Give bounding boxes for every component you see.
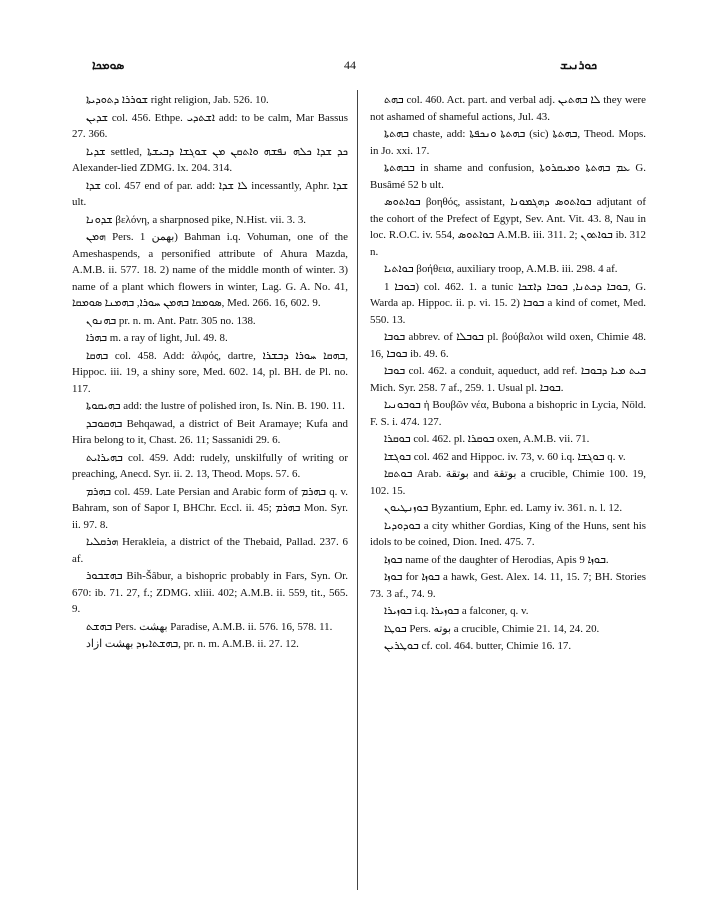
dictionary-entry: ܒܘܒܐ 1) col. 462. 1. a tunic ܒܘܒܐ ܕܟܬܢܐ, ܒܘܒܐ ܕܐܫܟܐ, G. Warda ap. Hippoc. ii. p. vi. 15. 2) ܒܘܒܐ a kind of comet, Med. 550. 13. [370, 280, 646, 326]
dictionary-entry: ܒܘܓܫܐ col. 462 and Hippoc. iv. 73, v. 60 i.q. ܒܘܓܫܐ q. v. [384, 450, 626, 463]
dictionary-entry: ܒܗܫܒܘܪ Bih-Šâbur, a bishopric probably in Fars, Syn. Or. 670: ib. 71. 27, f.; ZDMG. xliii. 402; A.M.B. ii. 559, tit., 565. 9. [72, 570, 348, 615]
dictionary-entry: ܫܕܐ col. 457 end of par. add: ܠܐ ܫܕܐ incessantly, Aphr. ܫܕܐ ult. [72, 179, 348, 208]
dictionary-entry: ܒܘܙܝܪܐ i.q. ܒܘܙܝܪܐ a falconer, q. v. [384, 605, 529, 617]
dictionary-entry: ܒܘܙܢܛܝܘܢ Byzantium, Ephr. ed. Lamy iv. 361. n. l. 12. [384, 502, 623, 514]
dictionary-entry: ܗܡܢ Pers. بهمن 1) Bahman i.q. Vohuman, one of the Ameshaspends, a personified attribute of Ahura Mazda, A.M.B. ii. 577. 18. 2) name of the middle month of winter. 3) name of a plant which flowers in winter, Lag. G. A. No. 41, ܣܘܡܩܐ ܒܗܡܢ ܚܘܪܐ, ܒܗܡܢܐ ܣܘܡܩܐ, Med. 266. 16, 602. 9. [72, 231, 348, 309]
dictionary-entry: ܒܗܢܘܢ pr. n. m. Ant. Patr. 305 no. 138. [86, 314, 256, 327]
dictionary-entry: ܫܕܝܢ col. 456. Ethpe. ܐܫܬܕܝ add: to be calm, Mar Bassus 27. 366. [72, 111, 348, 140]
dictionary-entry: ܒܘܒܐ abbrev. of ܒܘܒܠܐ pl. βούβαλοι wild oxen, Chimie 48. 16, ܒܘܒܐ ib. 49. 6. [370, 331, 646, 360]
dictionary-entry: ܒܘܙܐ name of the daughter of Herodias, Apis ܒܘܙܐ 9. [384, 553, 609, 566]
dictionary-entry: ܒܘܙܐ for ܒܘܙܐ a hawk, Gest. Alex. 14. 11, 15. 7; BH. Stories 73. 3 af., 74. 9. [370, 571, 646, 600]
dictionary-entry: ܒܗܝܩܘܬܐ add: the lustre of polished iron, Is. Nin. B. 190. 11. [86, 400, 345, 412]
dictionary-entry: ܒܘܬܩܐ Arab. بوتقة and بوتقة a crucible, Chimie 100. 19, 102. 15. [370, 468, 646, 497]
dictionary-entry: ܒܗܬܬܐ chaste, add: ܒܗܬܬܐ ܘܢܟܦܬܐ (sic) ܒܗܬܬܐ, Theod. Mops. in Jo. xxi. 17. [370, 128, 647, 157]
dictionary-entry: ܒܗܝܪܐܝܬ col. 459. Add: rudely, unskilfully of writing or preaching, Anecd. Syr. ii. 2. 13, Theod. Mops. 57. 6. [72, 451, 348, 480]
dictionary-entry: ܒܒܗܬܬܐ in shame and confusion, ܥܡ ܒܗܬܬܐ ܘܡܝܩܪܘܬܐ G. Busâmé 52 b ult. [370, 162, 647, 191]
running-head-right: ܟܘܪܢܝܫ [560, 58, 598, 72]
dictionary-entry: ܒܘܒܘܢܝܐ ἡ Βουβῶν νέα, Bubona a bishopric in Lycia, Nöld. F. S. i. 474. 127. [370, 399, 646, 428]
dictionary-entry: ܒܘܒܐ col. 462. a conduit, aqueduct, add ref. ܒܝܬ ܡܝܐ ܕܒܘܒܐ Mich. Syr. 258. 7 af., 259. 1. Usual pl. ܒܘܒܐ. [370, 365, 647, 394]
dictionary-entry: ܒܘܐܬܘܣ βοηθός, assistant, ܒܘܐܬܘܣ ܕܗܓܡܘܢܐ adjutant of the cohort of the Prefect of Egypt, Sev. Ant. Vit. 43. 8, Nau in loc. R.O.C. iv. 554, ܒܘܐܬܘܣ A.M.B. iii. 311. 2; ܒܘܐܬܘܢ ib. 312 n. [370, 196, 646, 258]
dictionary-entry: ܒܗܫܬ Pers. بهشت Paradise, A.M.B. ii. 576. 16, 578. 11. [86, 620, 333, 633]
dictionary-entry: ܗܪܩܠܝܐ Herakleia, a district of the Thebaid, Pallad. 237. 6 af. [72, 536, 348, 565]
dictionary-entry: ܫܕܘܢܐ βελόνη, a sharpnosed pike, N.Hist. vii. 3. 3. [86, 213, 306, 226]
dictionary-entry: ܫܕܝܐ settled, ܟܕ ܫܕܐ ܟܠܗ ܢܦܫܗ ܘܐܬܩܢ ܡܢ ܫܘܓܫܐ ܕܒܝܫܬܐ Alexander-lied ZDMG. lx. 204. 314. [72, 145, 348, 174]
dictionary-entry: ܒܗܪܡ col. 459. Late Persian and Arabic form of ܒܗܪܡ q. v. Bahram, son of Sapor I, BHChr. Eccl. ii. 45; ܒܗܪܡ Mon. Syr. ii. 97. 8. [72, 485, 348, 531]
running-head-left: ܣܘܡܟܐ [92, 58, 125, 72]
dictionary-entry: ܒܘܛܪܝܢ cf. col. 464. butter, Chimie 16. 17. [384, 640, 572, 652]
page-number: 44 [344, 58, 356, 72]
dictionary-entry: ܫܘܪܪܐ ܕܬܘܕܝܬܐ right religion, Jab. 526. 10. [86, 94, 269, 106]
left-column [72, 92, 348, 654]
dictionary-entry: ܒܗܩܐ col. 458. Add: ἀλφός, dartre, ܒܗܩܐ ܚܘܪܐ ܕܒܫܪܐ, Hippoc. iii. 19, a shiny sore, Med. 602. 14, pl. BH. de Pl. no. 117. [72, 349, 348, 395]
dictionary-entry: ܒܘܛܐ Pers. بوته a crucible, Chimie 21. 14, 24. 20. [384, 622, 600, 635]
dictionary-entry: ܒܘܕܘܕܝܐ a city whither Gordias, King of the Huns, sent his idols to be coined, Dion. Ined. 475. 7. [370, 519, 646, 548]
dictionary-entry: ܒܗܫܬܐܝܙܕ بهشت ازاد, pr. n. m. A.M.B. ii. 27. 12. [86, 638, 299, 650]
column-divider [357, 90, 358, 890]
dictionary-entry: ܒܘܩܪܐ col. 462. pl. ܒܘܩܪܐ oxen, A.M.B. vii. 71. [384, 433, 590, 445]
dictionary-entry: ܒܘܐܬܝܐ βοήθεια, auxiliary troop, A.M.B. iii. 298. 4 af. [384, 263, 618, 275]
dictionary-entry: ܒܗܬ col. 460. Act. part. and verbal adj. ܠܐ ܒܗܬܝܢ they were not ashamed of shameful actions, Jul. 43. [370, 94, 646, 123]
dictionary-entry: ܒܗܩܘܒܕ Behqawad, a district of Beit Aramaye; Kufa and Hira belong to it, Chast. 26. 11; Sassanidi 29. 6. [72, 417, 348, 446]
right-column [370, 92, 646, 656]
dictionary-entry: ܒܗܪܐ m. a ray of light, Jul. 49. 8. [86, 332, 228, 344]
